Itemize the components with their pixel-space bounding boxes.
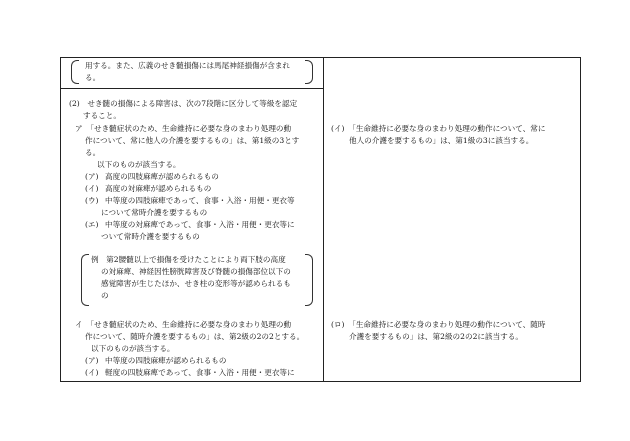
item-a-sub-text: 高度の四肢麻痺が認められるもの	[105, 172, 219, 181]
example-bracket-left	[81, 254, 89, 306]
example-bracket-right	[305, 254, 313, 306]
right-item1-line2: 他人の介護を要するもの」は、第1級の3に該当する。	[349, 136, 534, 145]
item-a-sub-text: 高度の対麻痺が認められるもの	[105, 184, 212, 193]
top-bracket-left	[71, 60, 79, 84]
item-a-sub-text: 中等度の対麻痺であって、食事・入浴・用便・更衣等に	[105, 220, 295, 229]
item-a-sub-label: (ウ)	[85, 196, 99, 205]
column-divider	[323, 58, 324, 381]
item-i-line3: 以下のものが該当する。	[91, 344, 175, 353]
top-box-line1: 用する。また、広義のせき髄損傷には馬尾神経損傷が含まれ	[85, 61, 291, 70]
item-i-sub-text: 軽度の四肢麻痺であって、食事・入浴・用便・更衣等に	[105, 368, 295, 377]
right-item2-line2: 介護を要するもの」は、第2級の2の2に該当する。	[349, 332, 523, 341]
example-line2: の対麻痺、神経因性膀胱障害及び脊髄の損傷部位以下の	[101, 267, 291, 276]
item-a-sub-label: (イ)	[85, 184, 99, 193]
item-a-line4: 以下のものが該当する。	[97, 160, 181, 169]
item-i-line2: 作について、随時介護を要するもの」は、第2級の2の2とする。	[85, 332, 305, 341]
item-i-sub-label: (イ)	[85, 368, 99, 377]
section2-line1: (2) せき髄の損傷による障害は、次の7段階に区分して等級を認定	[69, 99, 298, 108]
comparison-table	[60, 57, 581, 382]
example-line4: の	[101, 291, 109, 300]
item-a-sub-text: ついて常時介護を要するもの	[101, 232, 200, 241]
item-a-sub-text: 中等度の四肢麻痺であって、食事・入浴・用便・更衣等	[105, 196, 295, 205]
example-line1: 例 第2腰髄以上で損傷を受けたことにより両下肢の高度	[91, 255, 286, 264]
row-divider	[61, 88, 323, 89]
right-item2-line1: (ロ) 「生命維持に必要な身のまわり処理の動作について、随時	[331, 320, 546, 329]
example-line3: 感覚障害が生じたほか、せき柱の変形等が認められるも	[101, 279, 291, 288]
top-box-line2: る。	[85, 73, 101, 82]
item-i-line1: イ 「せき髄症状のため、生命維持に必要な身のまわり処理の動	[75, 320, 292, 329]
top-bracket-right	[305, 60, 313, 84]
right-item1-line1: (イ) 「生命維持に必要な身のまわり処理の動作について、常に	[331, 124, 546, 133]
item-a-line3: る。	[85, 148, 101, 157]
section2-line2: すること。	[83, 111, 121, 120]
item-a-sub-text: について常時介護を要するもの	[101, 208, 208, 217]
item-a-sub-label: (エ)	[85, 220, 99, 229]
item-i-sub-label: (ア)	[85, 356, 99, 365]
item-a-sub-label: (ア)	[85, 172, 99, 181]
item-a-line1: ア 「せき髄症状のため、生命維持に必要な身のまわり処理の動	[75, 124, 292, 133]
item-a-line2: 作について、常に他人の介護を要するもの」は、第1級の3とす	[85, 136, 300, 145]
item-i-sub-text: 中等度の四肢麻痺が認められるもの	[105, 356, 227, 365]
